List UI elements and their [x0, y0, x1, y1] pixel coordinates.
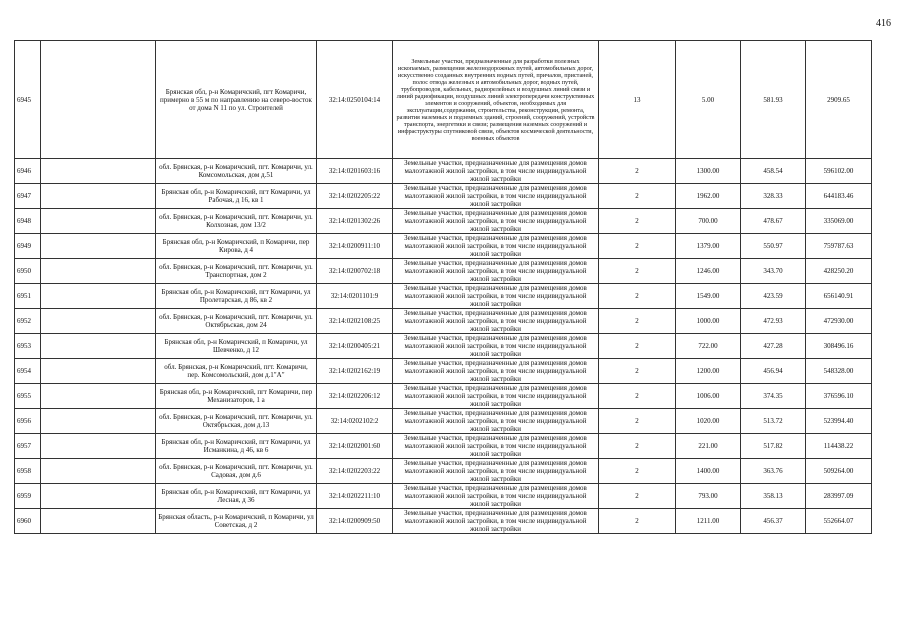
address-cell: Брянская обл, р-н Комаричский, п Комаричи, пер Кирова, д 4	[156, 234, 317, 259]
category-cell: 2	[599, 334, 676, 359]
cadastral-number-cell: 32:14:0202205:22	[317, 184, 393, 209]
table-row	[15, 409, 872, 434]
category-cell: 2	[599, 384, 676, 409]
cadastral-value-cell: 509264.00	[806, 459, 872, 484]
table-row	[15, 284, 872, 309]
cadastral-number-cell: 32:14:0202206:12	[317, 384, 393, 409]
blank-cell	[41, 484, 156, 509]
land-use-cell: Земельные участки, предназначенные для размещения домов малоэтажной жилой застройки, в том числе индивидуальной жилой застройки	[393, 284, 599, 309]
row-number: 6957	[15, 434, 41, 459]
cadastral-number-cell: 32:14:0200909:50	[317, 509, 393, 534]
cadastral-number-cell: 32:14:0202001:60	[317, 434, 393, 459]
cadastral-number-cell: 32:14:0200405:21	[317, 334, 393, 359]
land-use-cell: Земельные участки, предназначенные для размещения домов малоэтажной жилой застройки, в том числе индивидуальной жилой застройки	[393, 384, 599, 409]
address-cell: Брянская обл, р-н Комаричский, пгт Комаричи, ул Исманкина, д 46, кв 6	[156, 434, 317, 459]
area-cell: 1200.00	[676, 359, 741, 384]
cadastral-value-cell: 472930.00	[806, 309, 872, 334]
rate-cell: 478.67	[741, 209, 806, 234]
table-row	[15, 41, 872, 159]
area-cell: 700.00	[676, 209, 741, 234]
address-cell: обл. Брянская, р-н Комаричский, пгт. Комаричи, ул. Октябрьская, дом д.13	[156, 409, 317, 434]
table-row	[15, 434, 872, 459]
blank-cell	[41, 409, 156, 434]
area-cell: 1549.00	[676, 284, 741, 309]
cadastral-number-cell: 32:14:0202211:10	[317, 484, 393, 509]
cadastral-value-cell: 656140.91	[806, 284, 872, 309]
table-row	[15, 259, 872, 284]
blank-cell	[41, 184, 156, 209]
cadastral-value-cell: 644183.46	[806, 184, 872, 209]
rate-cell: 358.13	[741, 484, 806, 509]
category-cell: 2	[599, 259, 676, 284]
area-cell: 793.00	[676, 484, 741, 509]
address-cell: Брянская обл, р-н Комаричский, пгт Комаричи, ул Лесная, д 36	[156, 484, 317, 509]
cadastral-number-cell: 32:14:0201101:9	[317, 284, 393, 309]
address-cell: Брянская обл, р-н Комаричский, п Комаричи, ул Шевченко, д 12	[156, 334, 317, 359]
blank-cell	[41, 41, 156, 159]
category-cell: 2	[599, 234, 676, 259]
category-cell: 2	[599, 509, 676, 534]
area-cell: 1400.00	[676, 459, 741, 484]
cadastral-number-cell: 32:14:0201603:16	[317, 159, 393, 184]
category-cell: 2	[599, 459, 676, 484]
blank-cell	[41, 334, 156, 359]
area-cell: 1246.00	[676, 259, 741, 284]
category-cell: 2	[599, 209, 676, 234]
area-cell: 1962.00	[676, 184, 741, 209]
row-number: 6958	[15, 459, 41, 484]
cadastral-value-cell: 335069.00	[806, 209, 872, 234]
cadastral-number-cell: 32:14:0202102:2	[317, 409, 393, 434]
rate-cell: 343.70	[741, 259, 806, 284]
row-number: 6954	[15, 359, 41, 384]
rate-cell: 328.33	[741, 184, 806, 209]
table-row	[15, 459, 872, 484]
land-use-cell: Земельные участки, предназначенные для размещения домов малоэтажной жилой застройки, в том числе индивидуальной жилой застройки	[393, 259, 599, 284]
cadastral-value-cell: 759787.63	[806, 234, 872, 259]
category-cell: 2	[599, 284, 676, 309]
category-cell: 2	[599, 409, 676, 434]
blank-cell	[41, 209, 156, 234]
cadastral-value-cell: 283997.09	[806, 484, 872, 509]
rate-cell: 458.54	[741, 159, 806, 184]
cadastral-value-cell: 523994.40	[806, 409, 872, 434]
registry-table-body	[15, 41, 872, 534]
blank-cell	[41, 384, 156, 409]
address-cell: обл. Брянская, р-н Комаричский, пгт. Комаричи, ул. Колхозная, дом 13/2	[156, 209, 317, 234]
row-number: 6960	[15, 509, 41, 534]
table-row	[15, 234, 872, 259]
rate-cell: 456.94	[741, 359, 806, 384]
cadastral-number-cell: 32:14:0200911:10	[317, 234, 393, 259]
table-row	[15, 159, 872, 184]
registry-table	[14, 40, 872, 534]
area-cell: 1211.00	[676, 509, 741, 534]
rate-cell: 427.28	[741, 334, 806, 359]
area-cell: 1300.00	[676, 159, 741, 184]
table-row	[15, 334, 872, 359]
cadastral-value-cell: 376596.10	[806, 384, 872, 409]
blank-cell	[41, 284, 156, 309]
category-cell: 2	[599, 434, 676, 459]
blank-cell	[41, 309, 156, 334]
address-cell: обл. Брянская, р-н Комаричский, пгт. Комаричи, ул. Транспортная, дом 2	[156, 259, 317, 284]
land-use-cell: Земельные участки, предназначенные для размещения домов малоэтажной жилой застройки, в том числе индивидуальной жилой застройки	[393, 484, 599, 509]
land-use-cell: Земельные участки, предназначенные для размещения домов малоэтажной жилой застройки, в том числе индивидуальной жилой застройки	[393, 434, 599, 459]
row-number: 6948	[15, 209, 41, 234]
row-number: 6946	[15, 159, 41, 184]
row-number: 6953	[15, 334, 41, 359]
cadastral-number-cell: 32:14:0202162:19	[317, 359, 393, 384]
area-cell: 722.00	[676, 334, 741, 359]
category-cell: 2	[599, 309, 676, 334]
address-cell: обл. Брянская, р-н Комаричский, пгт. Комаричи, ул. Комсомольская, дом д.51	[156, 159, 317, 184]
cadastral-number-cell: 32:14:0202203:22	[317, 459, 393, 484]
land-use-cell: Земельные участки, предназначенные для размещения домов малоэтажной жилой застройки, в том числе индивидуальной жилой застройки	[393, 209, 599, 234]
blank-cell	[41, 234, 156, 259]
rate-cell: 550.97	[741, 234, 806, 259]
row-number: 6952	[15, 309, 41, 334]
cadastral-value-cell: 548328.00	[806, 359, 872, 384]
land-use-cell: Земельные участки, предназначенные для размещения домов малоэтажной жилой застройки, в том числе индивидуальной жилой застройки	[393, 459, 599, 484]
address-cell: Брянская обл, р-н Комаричский, пгт Комаричи, ул Пролетарская, д 86, кв 2	[156, 284, 317, 309]
cadastral-number-cell: 32:14:0201302:26	[317, 209, 393, 234]
address-cell: Брянская обл, р-н Комаричский, пгт Комаричи, ул Рабочая, д 16, кв 1	[156, 184, 317, 209]
rate-cell: 581.93	[741, 41, 806, 159]
row-number: 6949	[15, 234, 41, 259]
page-number: 416	[876, 18, 891, 29]
cadastral-number-cell: 32:14:0202108:25	[317, 309, 393, 334]
area-cell: 1379.00	[676, 234, 741, 259]
cadastral-value-cell: 428250.20	[806, 259, 872, 284]
cadastral-value-cell: 596102.00	[806, 159, 872, 184]
area-cell: 1000.00	[676, 309, 741, 334]
blank-cell	[41, 159, 156, 184]
table-row	[15, 509, 872, 534]
category-cell: 2	[599, 159, 676, 184]
address-cell: Брянская область, р-н Комаричский, п Комаричи, ул Советская, д 2	[156, 509, 317, 534]
rate-cell: 472.93	[741, 309, 806, 334]
land-use-cell: Земельные участки, предназначенные для размещения домов малоэтажной жилой застройки, в том числе индивидуальной жилой застройки	[393, 234, 599, 259]
table-row	[15, 359, 872, 384]
row-number: 6959	[15, 484, 41, 509]
rate-cell: 456.37	[741, 509, 806, 534]
area-cell: 1020.00	[676, 409, 741, 434]
area-cell: 1006.00	[676, 384, 741, 409]
cadastral-value-cell: 2909.65	[806, 41, 872, 159]
land-use-cell: Земельные участки, предназначенные для размещения домов малоэтажной жилой застройки, в том числе индивидуальной жилой застройки	[393, 359, 599, 384]
land-use-cell: Земельные участки, предназначенные для размещения домов малоэтажной жилой застройки, в том числе индивидуальной жилой застройки	[393, 309, 599, 334]
rate-cell: 517.82	[741, 434, 806, 459]
table-row	[15, 209, 872, 234]
rate-cell: 513.72	[741, 409, 806, 434]
category-cell: 2	[599, 184, 676, 209]
address-cell: обл. Брянская, р-н Комаричский, пгт. Комаричи, ул. Садовая, дом д.6	[156, 459, 317, 484]
category-cell: 2	[599, 359, 676, 384]
address-cell: обл. Брянская, р-н Комаричский, пгт. Комаричи, пер. Комсомольский, дом д.1"А"	[156, 359, 317, 384]
address-cell: Брянская обл, р-н Комаричский, пгт Комаричи, пер Механизаторов, 1 а	[156, 384, 317, 409]
blank-cell	[41, 509, 156, 534]
row-number: 6950	[15, 259, 41, 284]
row-number: 6951	[15, 284, 41, 309]
table-row	[15, 309, 872, 334]
row-number: 6955	[15, 384, 41, 409]
cadastral-number-cell: 32:14:0250104:14	[317, 41, 393, 159]
land-use-cell: Земельные участки, предназначенные для размещения домов малоэтажной жилой застройки, в том числе индивидуальной жилой застройки	[393, 509, 599, 534]
land-use-cell: Земельные участки, предназначенные для разработки полезных ископаемых, размещения железнодорожных путей, автомобильных дорог, искусственно созданных внутренних водных путей, причалов, пристаней, полос отвода железных и автомобильных дорог, водных путей, трубопроводов, кабельных, радиорелейных и воздушных линий связи и линий радиофикации, воздушных линий электропередачи конструктивных элементов и сооружений, объектов, необходимых для эксплуатации,содержания, строительства, реконструкции, ремонта, развития наземных и подземных зданий, строений, сооружений, устройств транспорта, энергетики и связи; размещения наземных сооружений и инфраструктуры спутниковой связи, объектов космической деятельности, военных объектов	[393, 41, 599, 159]
land-use-cell: Земельные участки, предназначенные для размещения домов малоэтажной жилой застройки, в том числе индивидуальной жилой застройки	[393, 334, 599, 359]
blank-cell	[41, 459, 156, 484]
blank-cell	[41, 434, 156, 459]
address-cell: Брянская обл, р-н Комаричский, пгт Комаричи, примерно в 55 м по направлению на северо-восток от дома N 11 по ул. Строителей	[156, 41, 317, 159]
row-number: 6945	[15, 41, 41, 159]
row-number: 6956	[15, 409, 41, 434]
area-cell: 221.00	[676, 434, 741, 459]
table-row	[15, 184, 872, 209]
cadastral-value-cell: 114438.22	[806, 434, 872, 459]
land-use-cell: Земельные участки, предназначенные для размещения домов малоэтажной жилой застройки, в том числе индивидуальной жилой застройки	[393, 159, 599, 184]
rate-cell: 363.76	[741, 459, 806, 484]
blank-cell	[41, 259, 156, 284]
rate-cell: 374.35	[741, 384, 806, 409]
rate-cell: 423.59	[741, 284, 806, 309]
table-row	[15, 384, 872, 409]
area-cell: 5.00	[676, 41, 741, 159]
row-number: 6947	[15, 184, 41, 209]
cadastral-number-cell: 32:14:0200702:18	[317, 259, 393, 284]
cadastral-value-cell: 308496.16	[806, 334, 872, 359]
table-row	[15, 484, 872, 509]
land-use-cell: Земельные участки, предназначенные для размещения домов малоэтажной жилой застройки, в том числе индивидуальной жилой застройки	[393, 409, 599, 434]
category-cell: 2	[599, 484, 676, 509]
category-cell: 13	[599, 41, 676, 159]
blank-cell	[41, 359, 156, 384]
land-use-cell: Земельные участки, предназначенные для размещения домов малоэтажной жилой застройки, в том числе индивидуальной жилой застройки	[393, 184, 599, 209]
address-cell: обл. Брянская, р-н Комаричский, пгт. Комаричи, ул. Октябрьская, дом 24	[156, 309, 317, 334]
cadastral-value-cell: 552664.07	[806, 509, 872, 534]
